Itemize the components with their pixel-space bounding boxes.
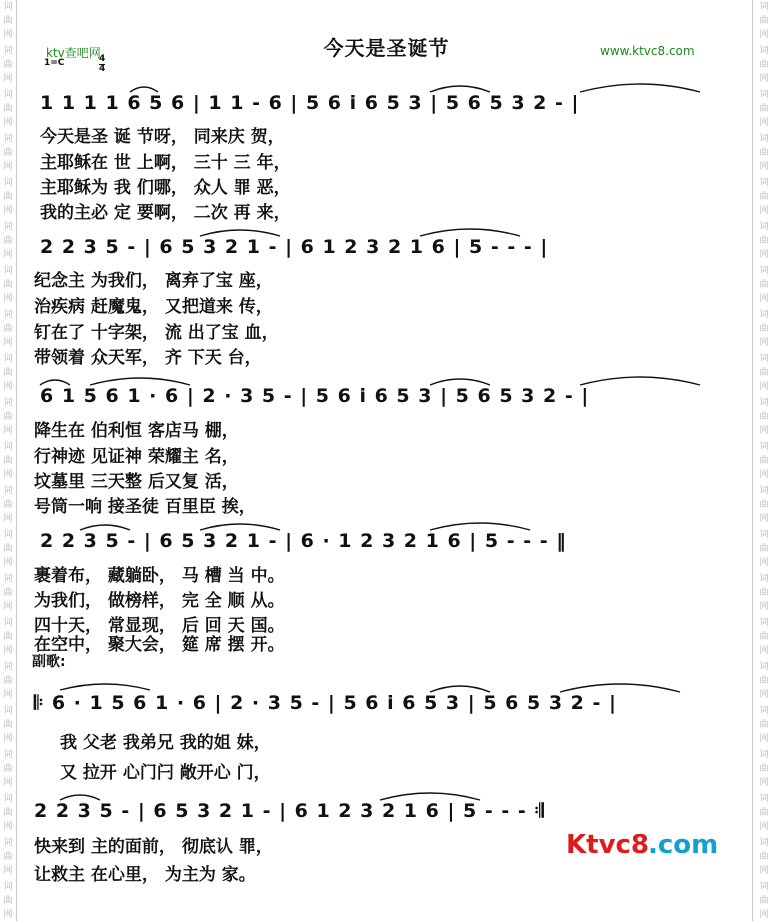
system-4-lyric-1: 裹着布， 藏躺卧， 马 槽 当 中。 [34,566,285,586]
system-1-lyric-4: 我的主必 定 要啊， 二次 再 来， [40,203,291,223]
system-3-lyric-3: 坟墓里 三天整 后又复 活， [34,472,239,492]
system-2-lyric-3: 钉在了 十字架， 流 出了宝 血， [34,323,279,343]
system-2-notes: 2 2 3 5 - | 6 5 3 2 1 - | 6 1 2 3 2 1 6 | 5 - - - | [40,236,549,258]
system-6-lyric-1: 快来到 主的面前， 彻底认 罪， [34,837,273,857]
system-1-notes: 1 1 1 1 6 5 6 | 1 1 - 6 | 5 6 i 6 5 3 | 5 6 5 3 2 - | [40,92,580,114]
system-5-notes: 𝄆 6 · 1 5 6 1 · 6 | 2 · 3 5 - | 5 6 i 6 5 3 | 5 6 5 3 2 - | [34,692,617,714]
watermark-logo-red: Ktvc8 [566,830,650,860]
system-3-lyric-4: 号筒一响 接圣徒 百里臣 挨， [34,497,256,517]
key-signature: 1=C [44,58,65,68]
song-title: 今天是圣诞节 [323,36,450,60]
system-5-lyric-1: 我 父老 我弟兄 我的姐 妹， [60,733,271,753]
system-4-lyric-4: 在空中， 聚大会， 筵 席 摆 开。 [34,635,285,655]
system-1-lyric-1: 今天是圣 诞 节呀， 同来庆 贺， [40,127,285,147]
system-2-lyric-4: 带领着 众天军， 齐 下天 台， [34,348,262,368]
system-4-notes: 2 2 3 5 - | 6 5 3 2 1 - | 6 · 1 2 3 2 1 6 | 5 - - - ‖ [40,530,567,552]
system-3-notes: 6 1 5 6 1 · 6 | 2 · 3 5 - | 5 6 i 6 5 3 | 5 6 5 3 2 - | [40,385,590,407]
system-6-notes: 2 2 3 5 - | 6 5 3 2 1 - | 6 1 2 3 2 1 6 | 5 - - - 𝄇 [34,800,545,822]
time-signature-bottom: 4 [99,64,106,74]
time-signature-top: 4 [99,54,106,64]
system-3-lyric-1: 降生在 伯利恒 客店马 棚， [34,421,239,441]
system-2-lyric-2: 治疾病 赶魔鬼， 又把道来 传， [34,297,273,317]
system-6-lyric-2: 让救主 在心里， 为主为 家。 [34,865,256,885]
site-url-right: www.ktvc8.com [600,44,695,58]
left-side-watermark: 词 曲 网 词 曲 网 词 曲 网 词 曲 网 词 曲 网 词 曲 网 词 曲 网 词 曲 网 词 曲 网 词 曲 网 词 曲 网 词 曲 网 词 曲 网 词 曲 网 词 曲 网 词 曲 网 词 曲 网 词 曲 网 词 曲 网 词 曲 网 词 曲 网 [3,2,13,920]
system-3-lyric-2: 行神迹 见证神 荣耀主 名， [34,447,239,467]
system-1-lyric-2: 主耶稣在 世 上啊， 三十 三 年， [40,153,291,173]
watermark-logo-tail: .com [648,830,719,860]
chorus-label: 副歌: [32,654,66,670]
right-side-watermark: 词 曲 网 词 曲 网 词 曲 网 词 曲 网 词 曲 网 词 曲 网 词 曲 网 词 曲 网 词 曲 网 词 曲 网 词 曲 网 词 曲 网 词 曲 网 词 曲 网 词 曲 网 词 曲 网 词 曲 网 词 曲 网 词 曲 网 词 曲 网 词 曲 网 [759,2,769,920]
system-5-lyric-2: 又 拉开 心门闩 敞开心 门， [60,763,271,783]
site-name-left: ktv查吧网 [46,46,101,60]
system-2-lyric-1: 纪念主 为我们， 离弃了宝 座， [34,271,273,291]
system-4-lyric-2: 为我们， 做榜样， 完 全 顺 从。 [34,591,285,611]
system-1-lyric-3: 主耶稣为 我 们哪， 众人 罪 恶， [40,178,291,198]
system-4-lyric-3: 四十天， 常显现， 后 回 天 国。 [34,616,285,636]
